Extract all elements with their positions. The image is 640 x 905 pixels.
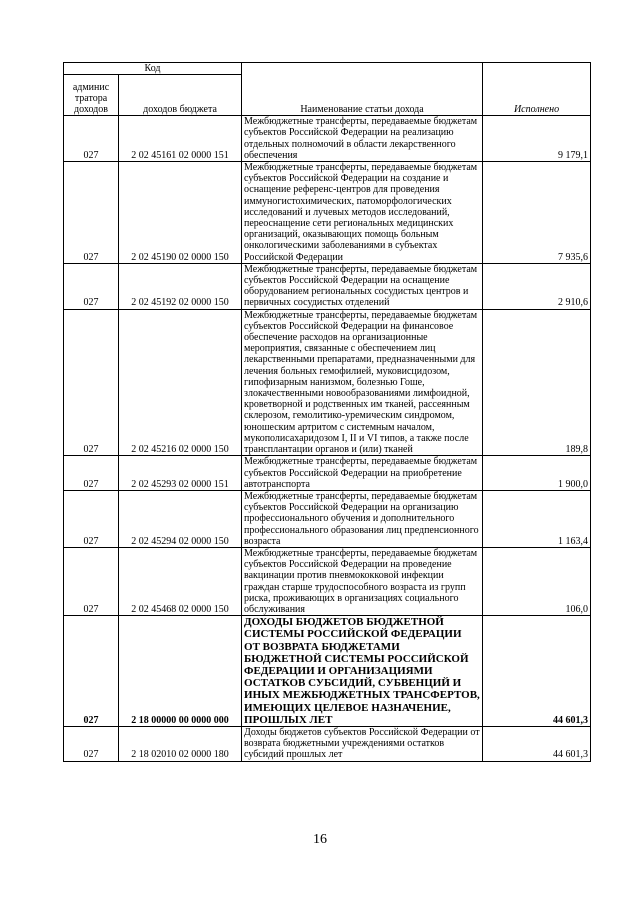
table-row [64,309,591,456]
executed-value-cell: 44 601,3 [483,616,591,727]
header-income-name: Наименование статьи дохода [242,63,483,116]
income-name-cell: Доходы бюджетов субъектов Российской Федерации от возврата бюджетными учреждениями остатков субсидий прошлых лет [242,726,483,761]
table-row [64,456,591,491]
executed-value-cell: 2 910,6 [483,263,591,309]
executed-value-cell: 1 163,4 [483,490,591,547]
income-code-cell: 2 02 45161 02 0000 151 [119,116,242,162]
table-row [64,162,591,264]
table-row [64,116,591,162]
header-admin: админис тратора доходов [64,75,119,116]
income-name-cell: ДОХОДЫ БЮДЖЕТОВ БЮДЖЕТНОЙ СИСТЕМЫ РОССИЙСКОЙ ФЕДЕРАЦИИ ОТ ВОЗВРАТА БЮДЖЕТАМИ БЮДЖЕТНОЙ СИСТЕМЫ РОССИЙСКОЙ ФЕДЕРАЦИИ И ОРГАНИЗАЦИЯМИ ОСТАТКОВ СУБСИДИЙ, СУБВЕНЦИЙ И ИНЫХ МЕЖБЮДЖЕТНЫХ ТРАНСФЕРТОВ, ИМЕЮЩИХ ЦЕЛЕВОЕ НАЗНАЧЕНИЕ, ПРОШЛЫХ ЛЕТ [242,616,483,727]
admin-code-cell: 027 [64,490,119,547]
admin-code-cell: 027 [64,616,119,727]
admin-code-cell: 027 [64,309,119,456]
header-executed: Исполнено [483,63,591,116]
executed-value-cell: 9 179,1 [483,116,591,162]
admin-code-cell: 027 [64,726,119,761]
income-name-cell: Межбюджетные трансферты, передаваемые бюджетам субъектов Российской Федерации на создание и оснащение референс-центров для проведения иммуногистохимических, патоморфологических исследований и лучевых методов исследований, переоснащение сети региональных медицинских организаций, оказывающих помощь больным онкологическими заболеваниями в субъектах Российской Федерации [242,162,483,264]
income-name-cell: Межбюджетные трансферты, передаваемые бюджетам субъектов Российской Федерации на оснащение оборудованием региональных сосудистых центров и первичных сосудистых отделений [242,263,483,309]
income-name-cell: Межбюджетные трансферты, передаваемые бюджетам субъектов Российской Федерации на проведение вакцинации против пневмококковой инфекции граждан старше трудоспособного возраста из групп риска, проживающих в организациях социального обслуживания [242,547,483,615]
executed-value-cell: 106,0 [483,547,591,615]
income-code-cell: 2 02 45294 02 0000 150 [119,490,242,547]
income-code-cell: 2 02 45192 02 0000 150 [119,263,242,309]
income-code-cell: 2 18 00000 00 0000 000 [119,616,242,727]
table-row [64,547,591,615]
income-code-cell: 2 02 45293 02 0000 151 [119,456,242,491]
admin-code-cell: 027 [64,263,119,309]
income-code-cell: 2 02 45216 02 0000 150 [119,309,242,456]
table-row [64,490,591,547]
income-name-cell: Межбюджетные трансферты, передаваемые бюджетам субъектов Российской Федерации на приобретение автотранспорта [242,456,483,491]
header-income-code: доходов бюджета [119,75,242,116]
page-number: 16 [313,832,327,847]
executed-value-cell: 1 900,0 [483,456,591,491]
income-name-cell: Межбюджетные трансферты, передаваемые бюджетам субъектов Российской Федерации на реализацию отдельных полномочий в области лекарственного обеспечения [242,116,483,162]
income-name-cell: Межбюджетные трансферты, передаваемые бюджетам субъектов Российской Федерации на организацию профессионального обучения и дополнительного профессионального образования лиц предпенсионного возраста [242,490,483,547]
income-name-cell: Межбюджетные трансферты, передаваемые бюджетам субъектов Российской Федерации на финансовое обеспечение расходов на организационные мероприятия, связанные с обеспечением лиц лекарственными препаратами, предназначенными для лечения больных гемофилией, муковисцидозом, гипофизарным нанизмом, болезнью Гоше, злокачественными новообразованиями лимфоидной, кроветворной и родственных им тканей, рассеянным склерозом, гемолитико-уремическим синдромом, юношеским артритом с системным началом, мукополисахаридозом I, II и VI типов, а также после трансплантации органов и (или) тканей [242,309,483,456]
header-code: Код [64,63,242,75]
admin-code-cell: 027 [64,547,119,615]
executed-value-cell: 7 935,6 [483,162,591,264]
admin-code-cell: 027 [64,456,119,491]
admin-code-cell: 027 [64,162,119,264]
income-code-cell: 2 02 45190 02 0000 150 [119,162,242,264]
table-row [64,726,591,761]
income-code-cell: 2 02 45468 02 0000 150 [119,547,242,615]
executed-value-cell: 189,8 [483,309,591,456]
table-body [64,116,591,761]
admin-code-cell: 027 [64,116,119,162]
executed-value-cell: 44 601,3 [483,726,591,761]
income-table [63,62,591,762]
table-row [64,263,591,309]
table-row [64,616,591,727]
income-code-cell: 2 18 02010 02 0000 180 [119,726,242,761]
